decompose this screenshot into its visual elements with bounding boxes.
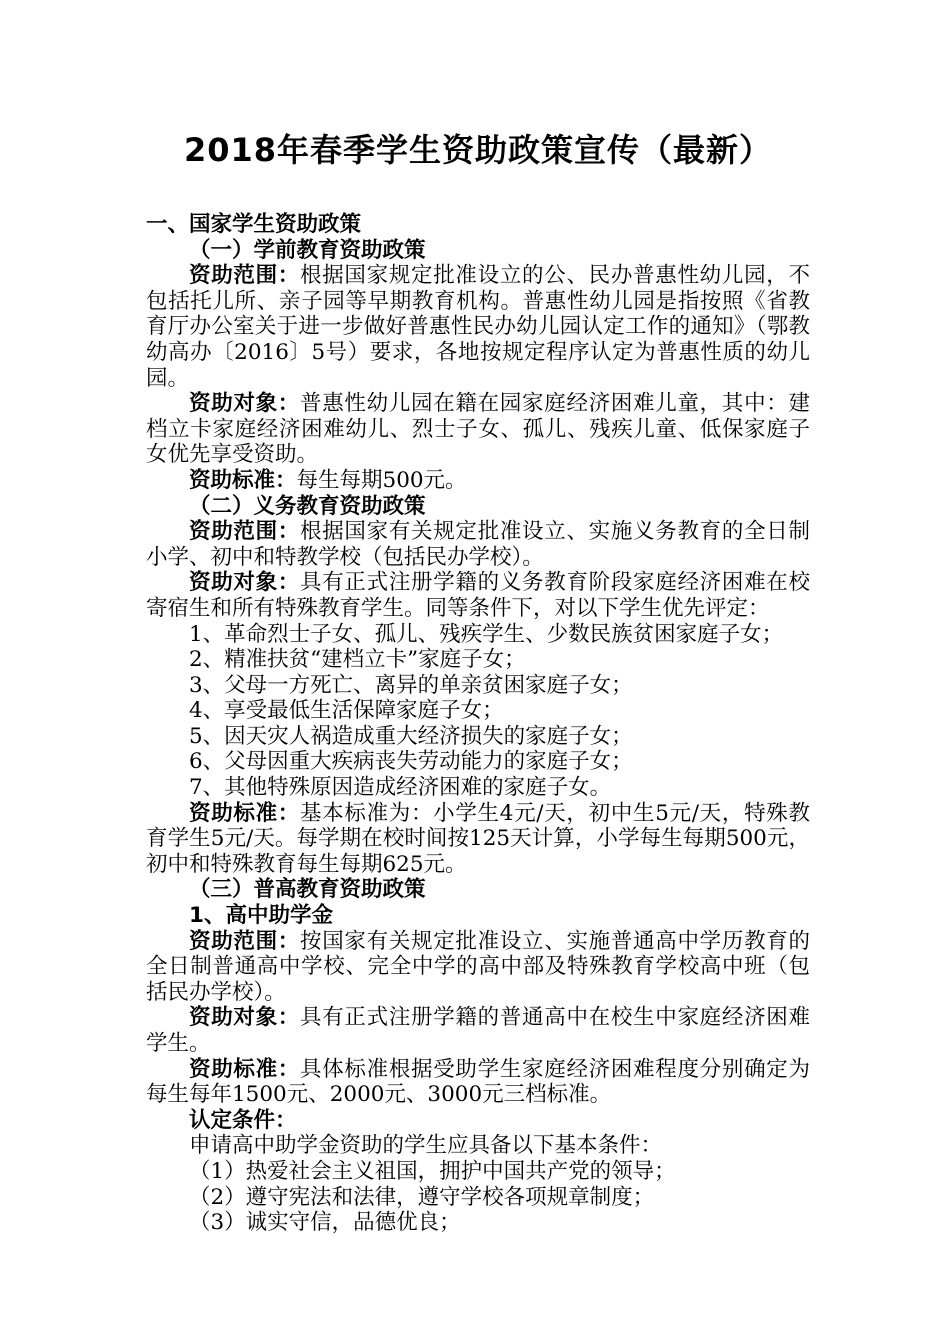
priority-item: 6、父母因重大疾病丧失劳动能力的家庭子女； <box>189 749 633 775</box>
priority-item: 2、精准扶贫“建档立卡”家庭子女； <box>189 647 526 673</box>
highschool-scope <box>146 929 810 1006</box>
target-label: 资助对象： <box>189 570 301 596</box>
compulsory-standard <box>146 801 810 878</box>
highschool-subheading: 1、高中助学金 <box>189 903 333 929</box>
criteria-label: 认定条件： <box>189 1107 297 1133</box>
target-text: 普惠性幼儿园在籍在园家庭经济困难儿童，其中：建档立卡家庭经济困难幼儿、烈士子女、孤儿、残疾儿童、低保家庭子女优先享受资助。 <box>146 391 810 468</box>
standard-label: 资助标准： <box>189 1056 301 1082</box>
preschool-target <box>146 391 810 468</box>
target-label: 资助对象： <box>189 391 301 417</box>
preschool-scope <box>146 263 810 391</box>
priority-item: 3、父母一方死亡、离异的单亲贫困家庭子女； <box>189 672 633 698</box>
highschool-target <box>146 1005 810 1056</box>
criteria-item: （2）遵守宪法和法律，遵守学校各项规章制度； <box>189 1184 655 1210</box>
compulsory-target <box>146 570 810 621</box>
compulsory-heading: （二）义务教育资助政策 <box>189 493 426 519</box>
criteria-intro: 申请高中助学金资助的学生应具备以下基本条件： <box>189 1133 663 1159</box>
compulsory-scope <box>146 519 810 570</box>
standard-label: 资助标准： <box>189 467 297 493</box>
scope-label: 资助范围： <box>189 928 301 954</box>
standard-label: 资助标准： <box>189 800 300 826</box>
scope-label: 资助范围： <box>189 519 301 545</box>
target-text: 具有正式注册学籍的普通高中在校生中家庭经济困难学生。 <box>146 1005 810 1056</box>
target-text: 具有正式注册学籍的义务教育阶段家庭经济困难在校寄宿生和所有特殊教育学生。同等条件下，对以下学生优先评定： <box>146 570 810 621</box>
section-heading: 一、国家学生资助政策 <box>146 212 362 237</box>
preschool-standard <box>146 468 810 494</box>
target-label: 资助对象： <box>189 1005 301 1031</box>
standard-text: 每生每期500元。 <box>296 467 467 493</box>
priority-item: 4、享受最低生活保障家庭子女； <box>189 698 504 724</box>
priority-item: 5、因天灾人祸造成重大经济损失的家庭子女； <box>189 723 633 749</box>
criteria-item: （3）诚实守信，品德优良； <box>189 1210 461 1236</box>
preschool-heading: （一）学前教育资助政策 <box>189 237 426 263</box>
highschool-standard <box>146 1057 810 1108</box>
highschool-heading: （三）普高教育资助政策 <box>189 877 426 903</box>
scope-text: 按国家有关规定批准设立、实施普通高中学历教育的全日制普通高中学校、完全中学的高中部及特殊教育学校高中班（包括民办学校）。 <box>146 928 810 1005</box>
standard-text: 具体标准根据受助学生家庭经济困难程度分别确定为每生每年1500元、2000元、3000元三档标准。 <box>146 1056 810 1108</box>
scope-text: 根据国家规定批准设立的公、民办普惠性幼儿园，不包括托儿所、亲子园等早期教育机构。普惠性幼儿园是指按照《省教育厅办公室关于进一步做好普惠性民办幼儿园认定工作的通知》（鄂教幼高办〔2016〕5号）要求，各地按规定程序认定为普惠性质的幼儿园。 <box>146 263 810 391</box>
scope-label: 资助范围： <box>189 263 301 289</box>
scope-text: 根据国家有关规定批准设立、实施义务教育的全日制小学、初中和特教学校（包括民办学校）。 <box>146 519 810 570</box>
page-title: 2018年春季学生资助政策宣传（最新） <box>183 131 773 169</box>
criteria-item: （1）热爱社会主义祖国，拥护中国共产党的领导； <box>189 1158 676 1184</box>
standard-text: 基本标准为：小学生4元/天，初中生5元/天，特殊教育学生5元/天。每学期在校时间按125天计算，小学每生每期500元，初中和特殊教育每生每期625元。 <box>146 800 810 877</box>
priority-item: 7、其他特殊原因造成经济困难的家庭子女。 <box>189 775 612 801</box>
priority-item: 1、革命烈士子女、孤儿、残疾学生、少数民族贫困家庭子女； <box>189 621 784 647</box>
